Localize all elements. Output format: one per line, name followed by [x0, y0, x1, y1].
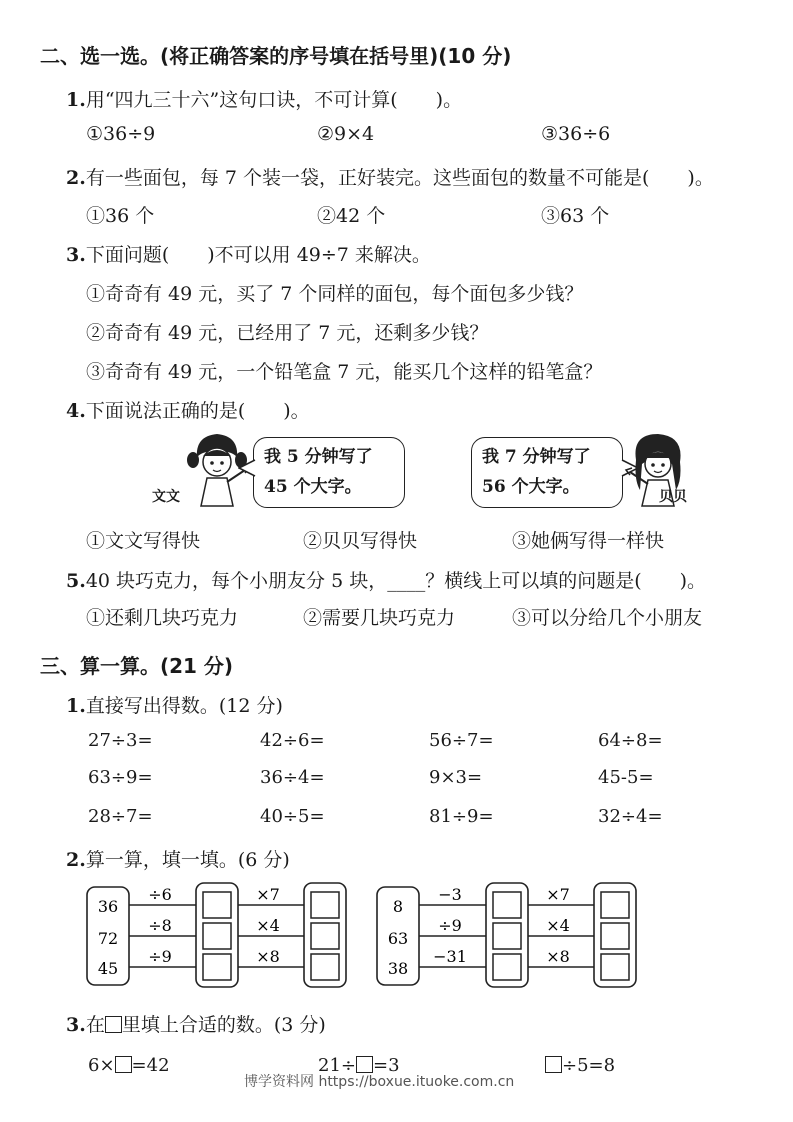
- q5-option-3: ③可以分给几个小朋友: [512, 607, 703, 629]
- right-op1-2: ÷9: [438, 916, 462, 935]
- flow-diagram-left: [86, 880, 356, 990]
- wenwen-bubble-tail: [238, 458, 256, 478]
- p2-number: 2.: [66, 849, 86, 871]
- q2: [66, 163, 714, 190]
- section2-title: 二、选一选。(将正确答案的序号填在括号里)(10 分): [40, 44, 512, 68]
- calc-r2-c4: 45-5=: [598, 767, 654, 788]
- q4-text: 下面说法正确的是( )。: [85, 400, 310, 422]
- q5: [66, 566, 706, 593]
- q2-option-3: ③63 个: [541, 205, 610, 227]
- left-op1-3: ÷9: [148, 947, 172, 966]
- right-input-3: 38: [387, 959, 409, 978]
- right-final-answer-box-3[interactable]: [601, 954, 629, 980]
- p3-text-a: 在: [85, 1014, 105, 1036]
- left-op1-1: ÷6: [148, 885, 172, 904]
- p3-eq3-blank-box[interactable]: [545, 1056, 562, 1073]
- q3-option-2: ②奇奇有 49 元，已经用了 7 元，还剩多少钱？: [86, 322, 489, 344]
- wenwen-bubble-line-1: 我 5 分钟写了: [264, 447, 373, 467]
- q1: [66, 85, 462, 112]
- right-input-1: 8: [392, 897, 404, 916]
- q1-option-2: ②9×4: [317, 123, 375, 145]
- calc-r3-c3: 81÷9=: [429, 806, 494, 827]
- right-op2-3: ×8: [546, 947, 570, 966]
- right-mid-answer-box-2[interactable]: [493, 923, 521, 949]
- calc-r1-c2: 42÷6=: [260, 730, 325, 751]
- calc-r1-c4: 64÷8=: [598, 730, 663, 751]
- q4-option-2: ②贝贝写得快: [303, 530, 418, 552]
- q3-option-1: ①奇奇有 49 元，买了 7 个同样的面包，每个面包多少钱？: [86, 283, 584, 305]
- p3-text-b: 里填上合适的数。(3 分): [121, 1014, 326, 1036]
- p3-eq3-right: ÷5=8: [562, 1055, 616, 1076]
- q4-option-1: ①文文写得快: [86, 530, 201, 552]
- q3: [66, 240, 431, 267]
- left-op2-1: ×7: [256, 885, 280, 904]
- p2-text: 算一算，填一填。(6 分): [85, 849, 290, 871]
- calc-r3-c1: 28÷7=: [88, 806, 153, 827]
- p3-eq2-right: =3: [373, 1055, 400, 1076]
- q5-option-1: ①还剩几块巧克力: [86, 607, 239, 629]
- q5-number: 5.: [66, 570, 86, 592]
- footer-watermark: 博学资料网 https://boxue.ituoke.com.cn: [244, 1074, 515, 1090]
- beibei-label: 贝贝: [659, 489, 687, 505]
- q3-option-3: ③奇奇有 49 元，一个铅笔盒 7 元，能买几个这样的铅笔盒？: [86, 361, 603, 383]
- q2-option-2: ②42 个: [317, 205, 386, 227]
- beibei-speech-bubble: [471, 437, 623, 508]
- p2: [66, 845, 290, 872]
- left-op2-2: ×4: [256, 916, 280, 935]
- left-op1-2: ÷8: [148, 916, 172, 935]
- p3-eq1-blank-box[interactable]: [115, 1056, 132, 1073]
- left-op2-3: ×8: [256, 947, 280, 966]
- left-mid-answer-box-1[interactable]: [203, 892, 231, 918]
- right-final-answer-box-1[interactable]: [601, 892, 629, 918]
- q5-option-2: ②需要几块巧克力: [303, 607, 456, 629]
- q1-text: 用“四九三十六”这句口诀，不可计算( )。: [85, 89, 463, 111]
- p1-number: 1.: [66, 695, 86, 717]
- q4: [66, 396, 310, 423]
- p3-eq2-left: 21÷: [318, 1055, 356, 1076]
- left-final-answer-box-2[interactable]: [311, 923, 339, 949]
- calc-r2-c1: 63÷9=: [88, 767, 153, 788]
- calc-r2-c2: 36÷4=: [260, 767, 325, 788]
- section3-title: 三、算一算。(21 分): [40, 654, 234, 678]
- q2-option-1: ①36 个: [86, 205, 155, 227]
- left-input-2: 72: [97, 929, 119, 948]
- p3-eq1: [88, 1055, 170, 1076]
- left-final-answer-box-3[interactable]: [311, 954, 339, 980]
- q1-number: 1.: [66, 89, 86, 111]
- beibei-bubble-line-2: 56 个大字。: [482, 477, 580, 497]
- q1-option-3: ③36÷6: [541, 123, 611, 145]
- p1-text: 直接写出得数。(12 分): [85, 695, 283, 717]
- calc-r3-c2: 40÷5=: [260, 806, 325, 827]
- p3: [66, 1010, 326, 1037]
- right-mid-answer-box-3[interactable]: [493, 954, 521, 980]
- beibei-bubble-line-1: 我 7 分钟写了: [482, 447, 591, 467]
- right-op1-1: −3: [438, 885, 462, 904]
- right-input-2: 63: [387, 929, 409, 948]
- q5-text: 40 块巧克力，每个小朋友分 5 块，____？横线上可以填的问题是( )。: [85, 570, 707, 592]
- left-mid-answer-box-3[interactable]: [203, 954, 231, 980]
- left-input-3: 45: [97, 959, 119, 978]
- right-op2-1: ×7: [546, 885, 570, 904]
- calc-r2-c3: 9×3=: [429, 767, 483, 788]
- wenwen-label: 文文: [152, 489, 180, 505]
- q3-text: 下面问题( )不可以用 49÷7 来解决。: [85, 244, 431, 266]
- left-input-1: 36: [97, 897, 119, 916]
- p3-number: 3.: [66, 1014, 86, 1036]
- p3-eq1-right: =42: [131, 1055, 170, 1076]
- right-op2-2: ×4: [546, 916, 570, 935]
- calc-r1-c3: 56÷7=: [429, 730, 494, 751]
- calc-r3-c4: 32÷4=: [598, 806, 663, 827]
- p1: [66, 691, 283, 718]
- wenwen-bubble-line-2: 45 个大字。: [264, 477, 362, 497]
- wenwen-speech-bubble: [253, 437, 405, 508]
- left-final-answer-box-1[interactable]: [311, 892, 339, 918]
- left-mid-answer-box-2[interactable]: [203, 923, 231, 949]
- q3-number: 3.: [66, 244, 86, 266]
- q4-number: 4.: [66, 400, 86, 422]
- square-icon: [105, 1016, 122, 1033]
- q2-number: 2.: [66, 167, 86, 189]
- p3-eq3: [545, 1055, 615, 1076]
- flow-diagram-right: [376, 880, 646, 990]
- q4-option-3: ③她俩写得一样快: [512, 530, 665, 552]
- right-op1-3: −31: [433, 947, 467, 966]
- right-mid-answer-box-1[interactable]: [493, 892, 521, 918]
- q1-option-1: ①36÷9: [86, 123, 156, 145]
- q2-text: 有一些面包，每 7 个装一袋，正好装完。这些面包的数量不可能是( )。: [85, 167, 714, 189]
- p3-eq1-left: 6×: [88, 1055, 115, 1076]
- right-final-answer-box-2[interactable]: [601, 923, 629, 949]
- calc-r1-c1: 27÷3=: [88, 730, 153, 751]
